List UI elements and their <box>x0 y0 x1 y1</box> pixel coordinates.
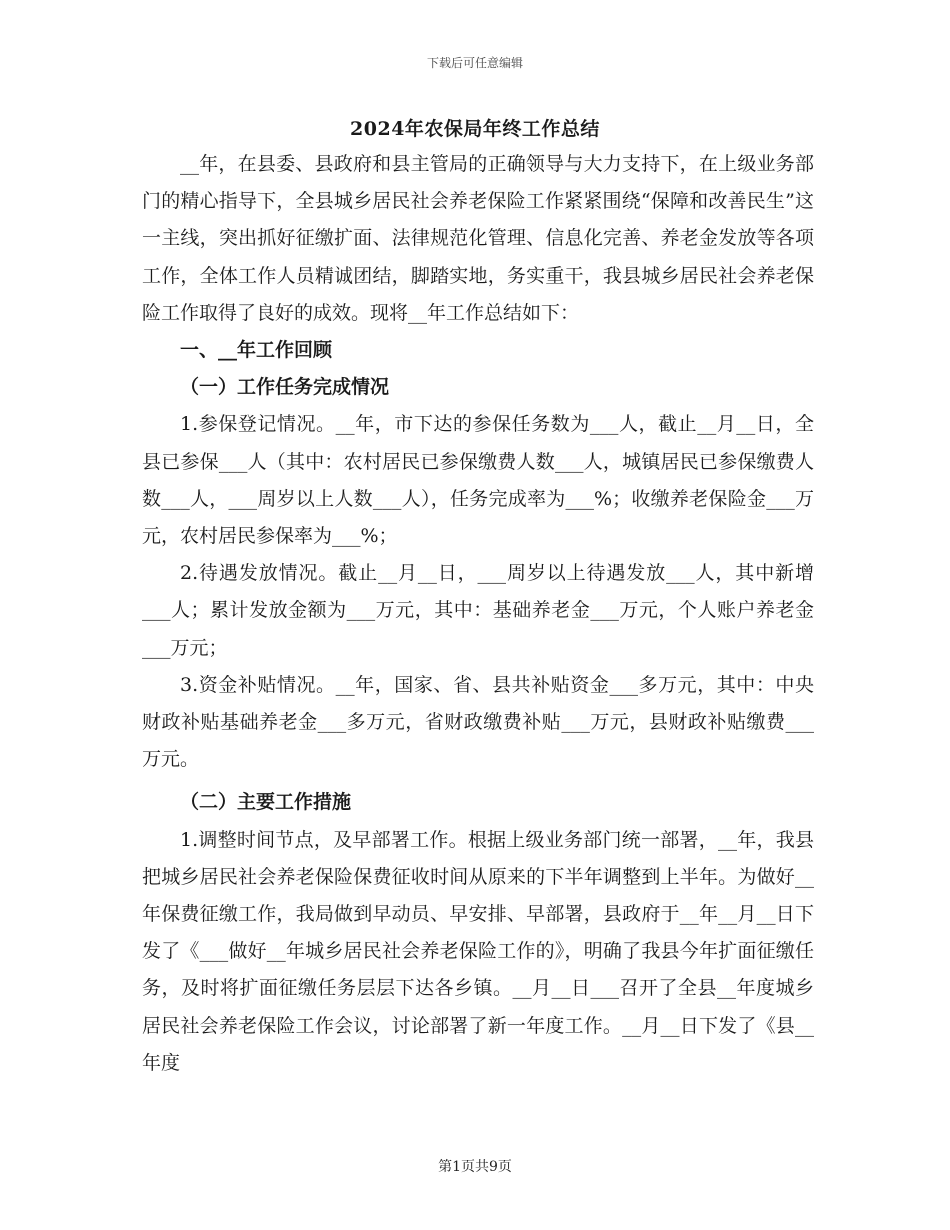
paragraph-benefits: 2.待遇发放情况。截止__月__日，___周岁以上待遇发放___人，其中新增___人；累计发放金额为___万元，其中：基础养老金___万元，个人账户养老金___万元； <box>142 562 814 659</box>
document-body <box>142 146 814 1082</box>
header-note: 下载后可任意编辑 <box>426 56 523 70</box>
paragraph-subsidies: 3.资金补贴情况。__年，国家、省、县共补贴资金___多万元，其中：中央财政补贴基础养老金___多万元，省财政缴费补贴___万元，县财政补贴缴费___万元。 <box>142 673 814 771</box>
intro-paragraph: __年，在县委、县政府和县主管局的正确领导与大力支持下，在上级业务部门的精心指导下，全县城乡居民社会养老保险工作紧紧围绕“保障和改善民生”这一主线，突出抓好征缴扩面、法律规范化管理、信息化完善、养老金发放等各项工作，全体工作人员精诚团结，脚踏实地，务实重干，我县城乡居民社会养老保险工作取得了良好的成效。现将__年工作总结如下： <box>142 153 814 324</box>
section-heading-review: 一、__年工作回顾 <box>180 339 333 362</box>
paragraph-enrollment: 1.参保登记情况。__年，市下达的参保任务数为___人，截止__月__日，全县已参保___人（其中：农村居民已参保缴费人数___人，城镇居民已参保缴费人数___人，___周岁以上人数___人），任务完成率为___%；收缴养老保险金___万元，农村居民参保率为___%； <box>142 413 814 548</box>
subsection-heading-task-completion: （一）工作任务完成情况 <box>180 376 390 399</box>
document-title: 2024年农保局年终工作总结 <box>350 118 600 140</box>
paragraph-measures-1: 1.调整时间节点，及早部署工作。根据上级业务部门统一部署，__年，我县把城乡居民社会养老保险保费征收时间从原来的下半年调整到上半年。为做好__年保费征缴工作，我局做到早动员、早安排、早部署，县政府于__年__月__日下发了《___做好__年城乡居民社会养老保险工作的》，明确了我县今年扩面征缴任务，及时将扩面征缴任务层层下达各乡镇。__月__日___召开了全县__年度城乡居民社会养老保险工作会议，讨论部署了新一年度工作。__月__日下发了《县__年度 <box>142 828 814 1074</box>
page-number: 第1页共9页 <box>438 1159 512 1175</box>
subsection-heading-measures: （二）主要工作措施 <box>180 791 352 814</box>
